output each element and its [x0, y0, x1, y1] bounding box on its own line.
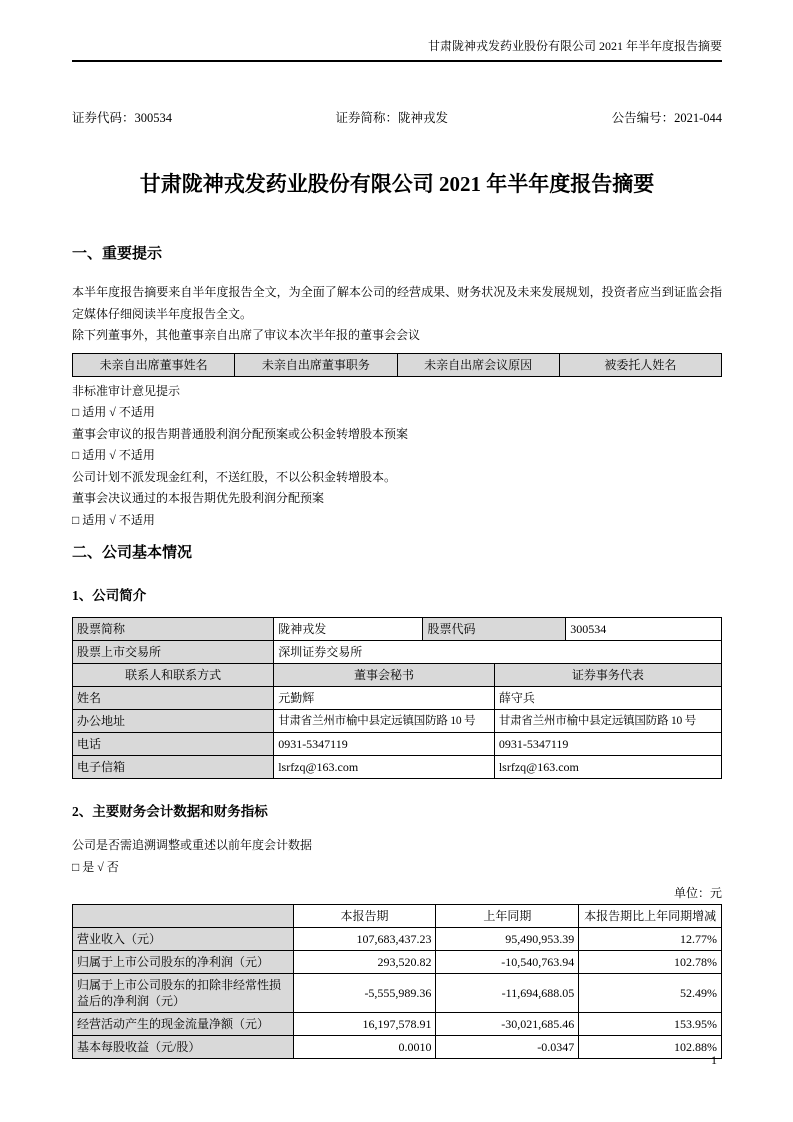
operating-cash-flow-label: 经营活动产生的现金流量净额（元） — [73, 1013, 294, 1036]
stock-code-label: 股票代码 — [423, 618, 566, 641]
absent-directors-table — [72, 353, 722, 377]
table-row — [73, 687, 722, 710]
board-secretary-header: 董事会秘书 — [274, 664, 495, 687]
representative-name: 薛守兵 — [494, 687, 721, 710]
stock-short-name-text: 证券简称：陇神戎发 — [335, 111, 449, 125]
table-row — [73, 1013, 722, 1036]
deducted-net-profit-prior: -11,694,688.05 — [436, 974, 579, 1013]
company-profile-table — [72, 617, 722, 779]
absent-director-title-header: 未亲自出席董事职务 — [235, 353, 397, 376]
dividend-plan-line: 董事会审议的报告期普通股利润分配预案或公积金转增股本预案 — [72, 426, 409, 441]
representative-address: 甘肃省兰州市榆中县定远镇国防路 10 号 — [494, 710, 721, 733]
email-label: 电子信箱 — [73, 756, 274, 779]
table-row — [73, 1036, 722, 1059]
table-row — [73, 951, 722, 974]
directors-attendance-line: 除下列董事外，其他董事亲自出席了审议本次半年报的董事会会议 — [72, 328, 421, 342]
preferred-dividend-choice: □ 适用 √ 不适用 — [72, 512, 155, 527]
contact-info-header: 联系人和联系方式 — [73, 664, 274, 687]
audit-opinion-choice: □ 适用 √ 不适用 — [72, 405, 155, 419]
audit-opinion-line: 非标准审计意见提示 — [72, 383, 181, 398]
revenue-label: 营业收入（元） — [73, 928, 294, 951]
table-row — [73, 733, 722, 756]
revenue-prior: 95,490,953.39 — [436, 928, 579, 951]
no-dividend-statement: 公司计划不派发现金红利，不送红股，不以公积金转增股本。 — [72, 469, 397, 484]
secretary-name: 元勤辉 — [274, 687, 495, 710]
current-period-header: 本报告期 — [293, 905, 436, 928]
fin-empty-header — [73, 905, 294, 928]
revenue-change: 12.77% — [579, 928, 722, 951]
notice-lines — [72, 381, 722, 532]
table-row — [73, 905, 722, 928]
office-address-label: 办公地址 — [73, 710, 274, 733]
company-profile-heading: 1、公司简介 — [72, 588, 147, 603]
change-header: 本报告期比上年同期增减 — [579, 905, 722, 928]
net-profit-current: 293,520.82 — [293, 951, 436, 974]
net-profit-prior: -10,540,763.94 — [436, 951, 579, 974]
securities-info-row — [72, 110, 722, 126]
deducted-net-profit-current: -5,555,989.36 — [293, 974, 436, 1013]
unit-label: 单位：元 — [673, 886, 722, 900]
table-row — [73, 710, 722, 733]
deducted-net-profit-label: 归属于上市公司股东的扣除非经常性损益后的净利润（元） — [73, 974, 294, 1013]
deducted-net-profit-change: 52.49% — [579, 974, 722, 1013]
table-row — [73, 756, 722, 779]
restatement-question-line: 公司是否需追溯调整或重述以前年度会计数据 — [72, 838, 313, 852]
table-row — [73, 353, 722, 376]
section-1-heading: 一、重要提示 — [72, 246, 163, 262]
listing-exchange-value: 深圳证券交易所 — [274, 641, 722, 664]
representative-phone: 0931-5347119 — [494, 733, 721, 756]
stock-code-value: 300534 — [566, 618, 722, 641]
stock-short-name-value: 陇神戎发 — [274, 618, 423, 641]
stock-code-text: 证券代码：300534 — [72, 111, 173, 125]
prior-period-header: 上年同期 — [436, 905, 579, 928]
net-profit-label: 归属于上市公司股东的净利润（元） — [73, 951, 294, 974]
operating-cash-flow-change: 153.95% — [579, 1013, 722, 1036]
net-profit-change: 102.78% — [579, 951, 722, 974]
stock-short-name-label: 股票简称 — [73, 618, 274, 641]
important-notice-paragraph: 本半年度报告摘要来自半年度报告全文，为全面了解本公司的经营成果、财务状况及未来发展规划，投资者应当到证监会指定媒体仔细阅读半年度报告全文。 — [72, 285, 722, 321]
basic-eps-prior: -0.0347 — [436, 1036, 579, 1059]
secretary-address: 甘肃省兰州市榆中县定远镇国防路 10 号 — [274, 710, 495, 733]
section-2-heading: 二、公司基本情况 — [72, 545, 193, 561]
financial-data-heading: 2、主要财务会计数据和财务指标 — [72, 804, 268, 819]
securities-representative-header: 证券事务代表 — [494, 664, 721, 687]
document-title: 甘肃陇神戎发药业股份有限公司 2021 年半年度报告摘要 — [139, 172, 655, 196]
basic-eps-current: 0.0010 — [293, 1036, 436, 1059]
absent-reason-header: 未亲自出席会议原因 — [397, 353, 559, 376]
basic-eps-change: 102.88% — [579, 1036, 722, 1059]
table-row — [73, 664, 722, 687]
table-row — [73, 618, 722, 641]
operating-cash-flow-prior: -30,021,685.46 — [436, 1013, 579, 1036]
phone-label: 电话 — [73, 733, 274, 756]
table-row — [73, 974, 722, 1013]
absent-director-name-header: 未亲自出席董事姓名 — [73, 353, 235, 376]
financial-indicators-table — [72, 904, 722, 1059]
listing-exchange-label: 股票上市交易所 — [73, 641, 274, 664]
table-row — [73, 928, 722, 951]
dividend-plan-choice: □ 适用 √ 不适用 — [72, 448, 155, 462]
preferred-dividend-line: 董事会决议通过的本报告期优先股利润分配预案 — [72, 491, 325, 505]
representative-email: lsrfzq@163.com — [494, 756, 721, 779]
secretary-phone: 0931-5347119 — [274, 733, 495, 756]
revenue-current: 107,683,437.23 — [293, 928, 436, 951]
announcement-number-text: 公告编号：2021-044 — [611, 111, 722, 125]
page-number: 1 — [711, 1053, 717, 1067]
running-header: 甘肃陇神戎发药业股份有限公司 2021 年半年度报告摘要 — [72, 38, 722, 62]
table-row — [73, 641, 722, 664]
proxy-name-header: 被委托人姓名 — [559, 353, 721, 376]
secretary-email: lsrfzq@163.com — [274, 756, 495, 779]
operating-cash-flow-current: 16,197,578.91 — [293, 1013, 436, 1036]
name-label: 姓名 — [73, 687, 274, 710]
basic-eps-label: 基本每股收益（元/股） — [73, 1036, 294, 1059]
restatement-choice-line: □ 是 √ 否 — [72, 859, 119, 874]
